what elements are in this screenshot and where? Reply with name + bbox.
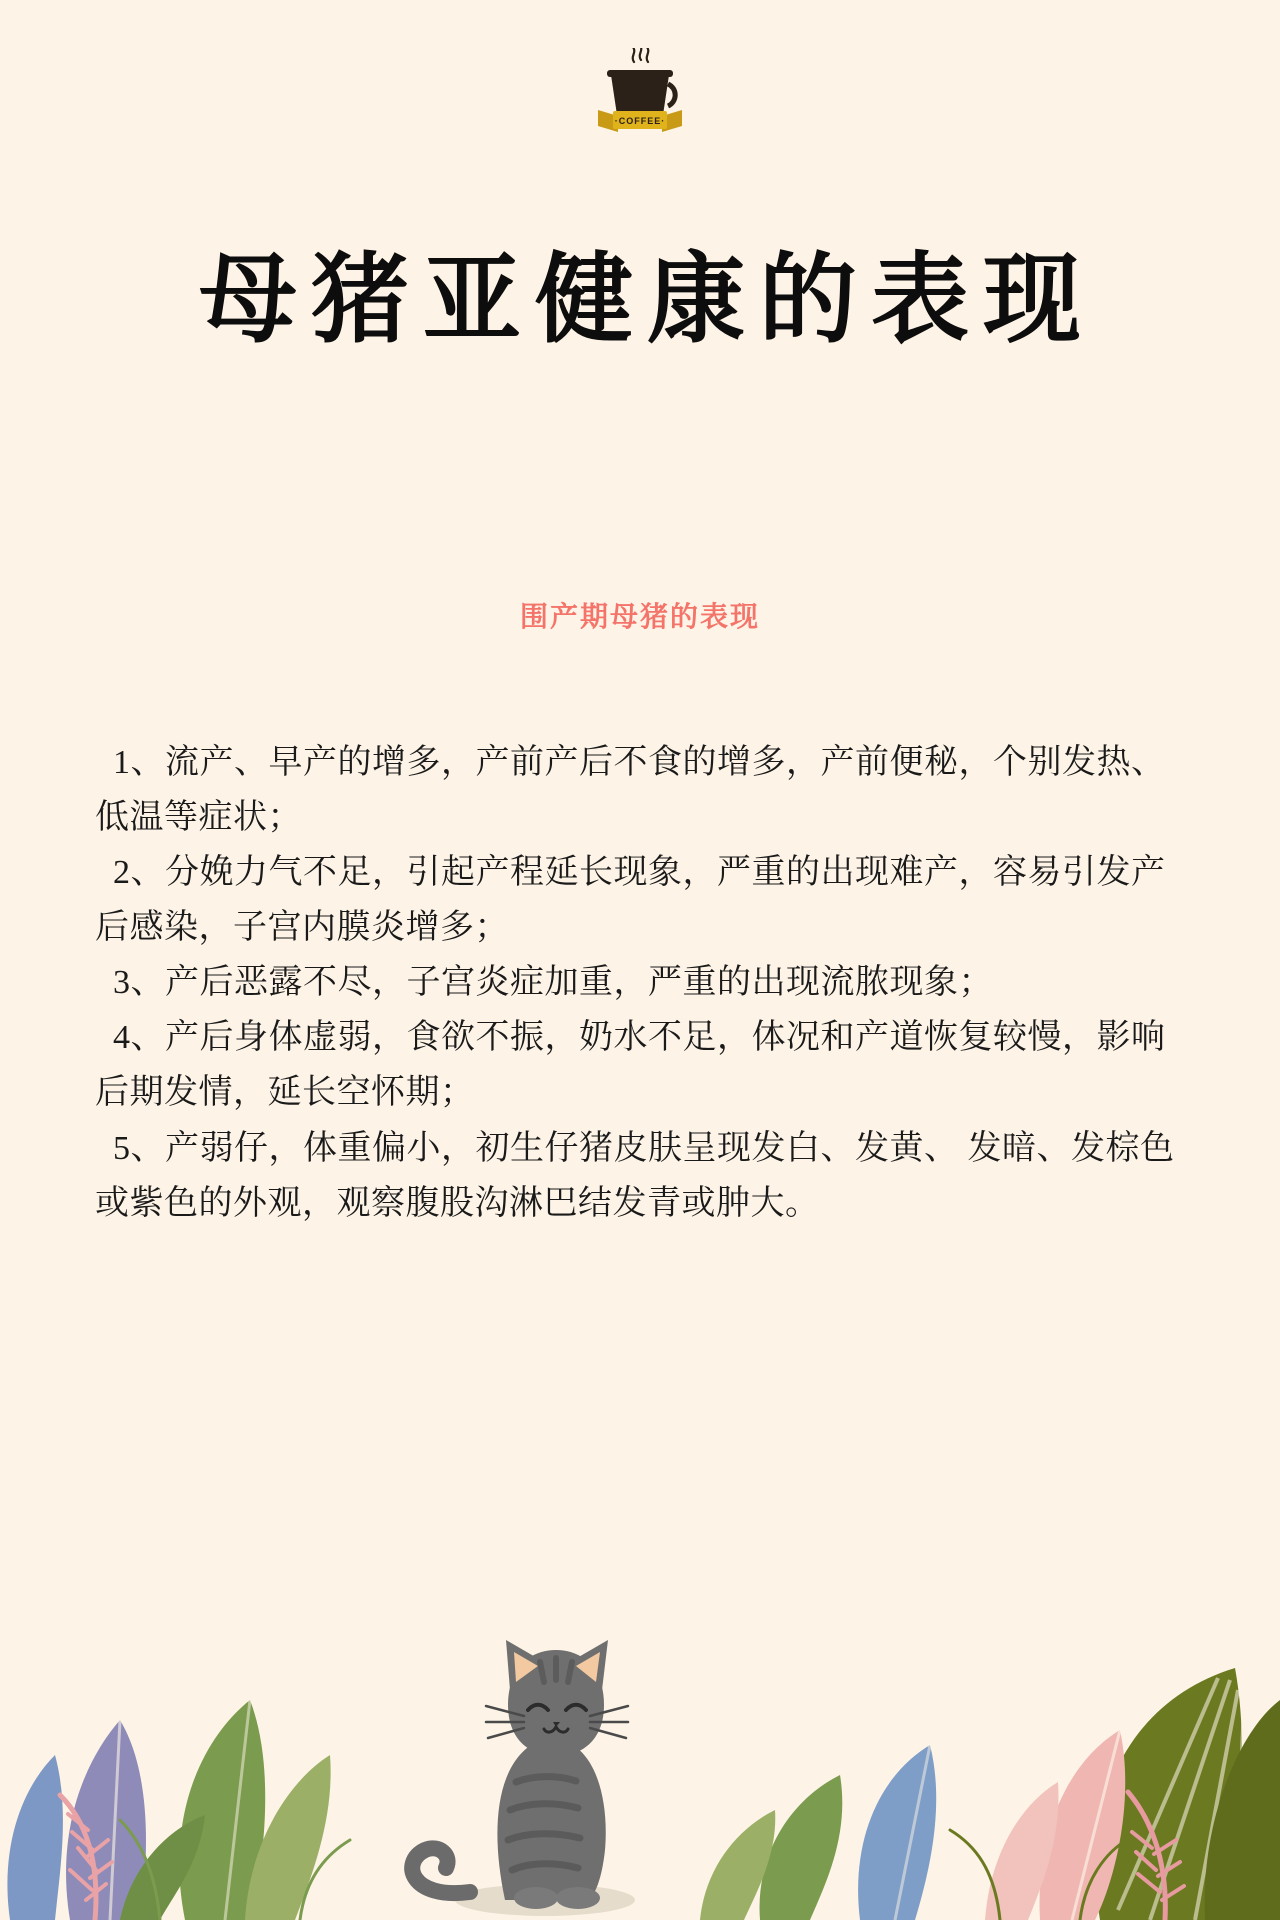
left-plants-illustration	[7, 1700, 350, 1920]
paragraph-5: 5、产弱仔，体重偏小，初生仔猪皮肤呈现发白、发黄、 发暗、发棕色或紫色的外观，观察腹股沟淋巴结发青或肿大。	[95, 1129, 1175, 1222]
paragraph-3: 3、产后恶露不尽，子宫炎症加重，严重的出现流脓现象；	[113, 964, 993, 1002]
section-subtitle: 围产期母猪的表现	[519, 601, 760, 632]
paragraph-2: 2、分娩力气不足，引起产程延长现象，严重的出现难产，容易引发产后感染，子宫内膜炎增多；	[95, 854, 1166, 947]
coffee-logo	[580, 48, 700, 148]
paragraph-4: 4、产后身体虚弱，食欲不振，奶水不足，体况和产道恢复较慢，影响后期发情，延长空怀期；	[95, 1019, 1166, 1112]
logo-area	[0, 48, 1280, 148]
sitting-cat-illustration	[412, 1640, 635, 1916]
logo-banner-label: ·COFFEE·	[614, 116, 666, 126]
paragraph-1: 1、流产、早产的增多，产前产后不食的增多，产前便秘，个别发热、低温等症状；	[95, 744, 1166, 837]
coffee-cup-icon	[580, 48, 700, 148]
bottom-decoration	[0, 1400, 1280, 1920]
right-plants-illustration	[700, 1668, 1280, 1920]
body-content	[95, 735, 1195, 1231]
page-title: 母猪亚健康的表现	[198, 247, 1095, 355]
